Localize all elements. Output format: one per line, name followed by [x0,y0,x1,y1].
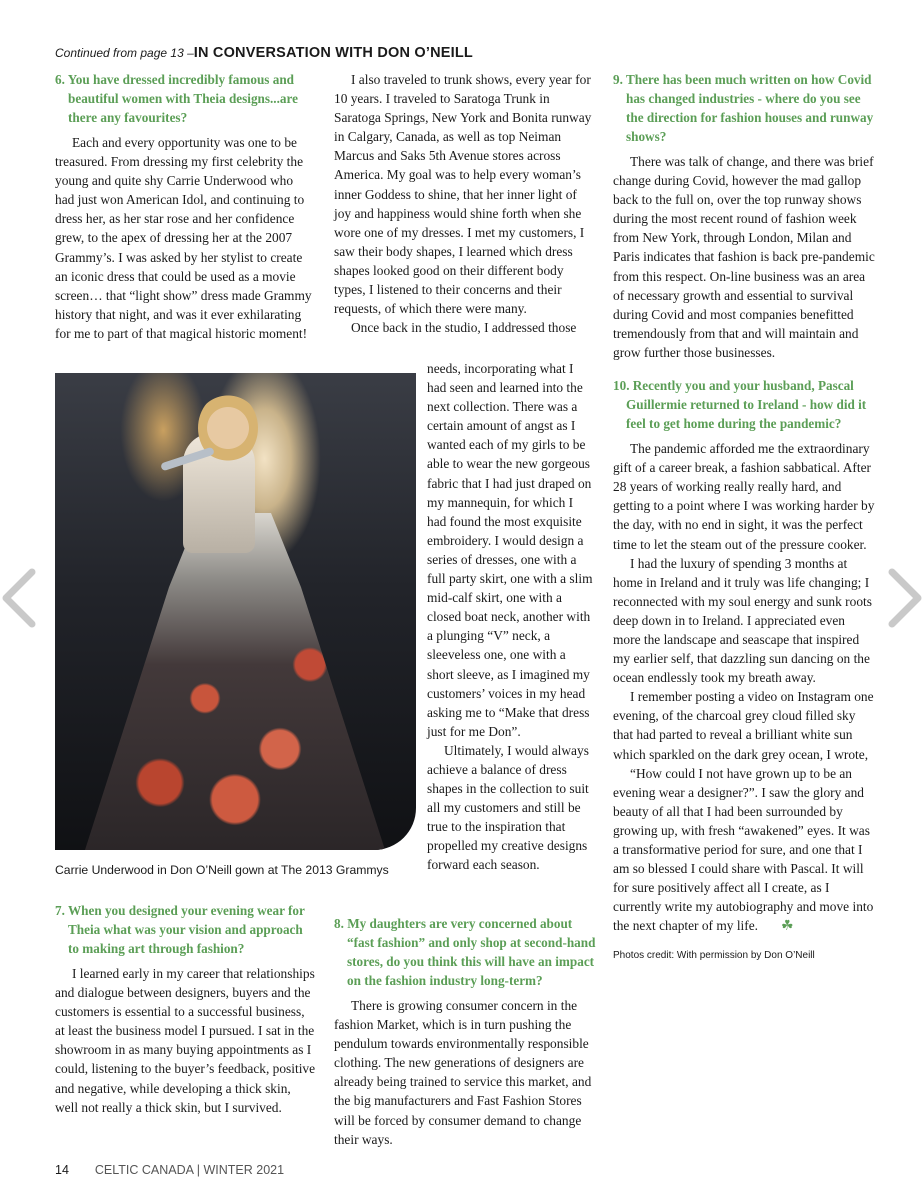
continued-note: Continued from page 13 – [55,46,194,60]
article-title: IN CONVERSATION WITH DON O’NEILL [193,45,473,61]
paragraph-studio-start: Once back in the studio, I addressed those [351,320,577,336]
photo-credit: Photos credit: With permission by Don O’Neill [613,950,815,962]
column-2-wrap [427,359,595,875]
answer-10-para-2: I had the luxury of spending 3 months at home in Ireland and it truly was life changing; I reconnected with my soul energy and sunk roots deep down in to Ireland. I appreciated even more the landscape and seascape that inspired my earlier self, that dazzling sun dancing on the ocean endlessly took my breath away. [613,555,872,686]
column-1 [55,70,313,343]
answer-6: Each and every opportunity was one to be treasured. From dressing my first celebrity the young and quite shy Carrie Underwood who had just won American Idol, and continuing to dress her, as her star rose and her confidence grew, to the apex of dressing her at the 2007 Grammy’s. I was asked by her stylist to create an iconic dress that could be used as a movie screen… that “light show” dress made Grammy history that night, and was it ever exhilarating for me to part of that magical historic moment! [55,135,312,341]
column-1-lower [55,901,317,1117]
question-9: 9. There has been much written on how Covid has changed industries - where do you see the direction for fashion houses and runway shows? [613,72,874,144]
page-footer [55,1163,284,1177]
column-2-top [334,70,596,337]
paragraph-balance: Ultimately, I would always achieve a balance of dress shapes in the collection to suit all my customers and still be true to the inspiration that propelled my creative designs forward each season. [427,742,589,873]
question-10: 10. Recently you and your husband, Pascal Guillermie returned to Ireland - how did it feel to get home during the pandemic? [613,378,867,432]
answer-10-para-4 [613,764,875,937]
column-2-lower [334,914,596,1149]
column-3 [613,70,875,966]
photo-caption: Carrie Underwood in Don O’Neill gown at The 2013 Grammys [55,863,389,877]
answer-10-para-4-text: “How could I not have grown up to be an evening wear a designer?”. I saw the glory and beauty of all that I had been surrounded by growing up, with fresh “awakened” eyes. It was a transformative period for sure, and one that I am so blessed I could share with Pascal. It will for sure positively affect all I create, as I currently write my autobiography and move into the next chapter of my life. [613,765,874,934]
celtic-knot-icon: ☘ [781,919,794,935]
paragraph-studio-cont: needs, incorporating what I had seen and learned into the next collection. There was a certain amount of angst as I wanted each of my girls to be able to wear the new gorgeous fabric that I had just draped on my mannequin, for which I had found the most exquisite embroidery. I would design a series of dresses, one with a full party skirt, one with a slim mid-calf skirt, one with a closed boat neck, another with a plunging “V” neck, a sleeveless one, one with a short sleeve, as I imagined my customers’ voices in my head asking me to “Make that dress just for me Don”. [427,361,593,739]
question-8: 8. My daughters are very concerned about “fast fashion” and only shop at second-hand stores, do you think this will have an impact on the fashion industry long-term? [334,916,596,988]
chevron-left-icon[interactable] [0,568,40,628]
answer-10-para-3: I remember posting a video on Instagram one evening, of the charcoal grey cloud filled sky that had parted to reveal a brilliant white sun which sparkled on the dark grey ocean, I wrote, [613,689,874,762]
answer-8: There is growing consumer concern in the fashion Market, which is in turn pushing the pendulum towards environmentally responsible clothing. The new generations of designers are already being trained to service this market, and the big manufacturers and Fast Fashion Stores will be forced by consumer demand to change their ways. [334,998,592,1147]
question-7: 7. When you designed your evening wear for Theia what was your vision and approach to making art through fashion? [55,903,305,956]
page-number: 14 [55,1163,69,1177]
answer-9: There was talk of change, and there was brief change during Covid, however the mad gallop back to the full on, over the top runway shows during the most recent round of fashion week from New York, through London, Milan and Paris indicates that fashion is back pre-pandemic from this respect. On-line business was an area of necessary growth and essential to survival during Covid and most companies benefitted tremendously from that and will maintain and grow further those businesses. [613,154,875,360]
chevron-right-icon[interactable] [884,568,924,628]
question-6: 6. You have dressed incredibly famous and beautiful women with Theia designs...are there any favourites? [55,72,298,125]
answer-10-para-1: The pandemic afforded me the extraordinary gift of a career break, a fashion sabbatical. After 28 years of working really really hard, and getting to a point where I was working harder by the day, with no end in sight, it was the perfect time to let the steam out of the pressure cooker. [613,441,875,552]
answer-7: I learned early in my career that relationships and dialogue between designers, buyers and the customers is essential to a successful business, at least the business model I pursued. I sat in the showroom in as many buying appointments as I could, listening to the buyer’s feedback, positive and negative, while developing a thick skin, well not really a thick skin, but I survived. [55,966,316,1115]
running-header [55,45,473,61]
paragraph-trunk-shows: I also traveled to trunk shows, every year for 10 years. I traveled to Saratoga Trunk in Saratoga Springs, New York and Bonita runway in Calgary, Canada, as well as top Neiman Marcus and Saks 5th Avenue stores across America. My goal was to help every woman’s inner Goddess to shine, that her inner light of joy and happiness would shine forth when she wore one of my dresses. I met my customers, I saw their body shapes, I learned which dress shapes looked good on their different body types, I listened to their concerns and their requests, of which there were many. [334,72,592,317]
rose-dress-shape [85,513,385,850]
publication-info: CELTIC CANADA | WINTER 2021 [94,1163,285,1177]
photo-carrie-underwood [55,373,416,850]
